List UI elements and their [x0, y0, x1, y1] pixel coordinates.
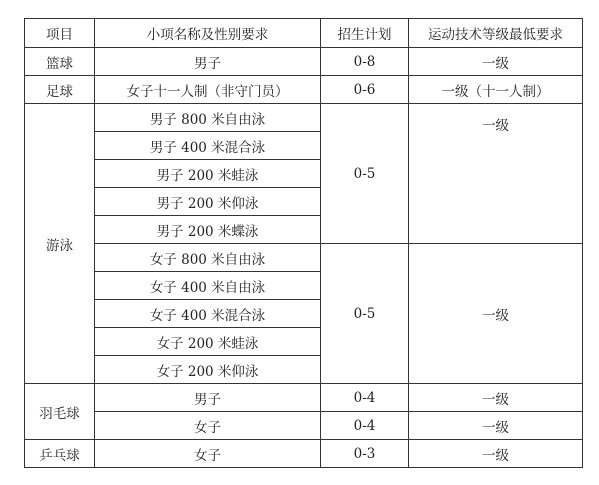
item-cell: 男子 200 米仰泳	[95, 188, 321, 216]
project-cell: 乒乓球	[25, 440, 95, 468]
table-row	[25, 412, 583, 440]
plan-cell: 0-4	[321, 412, 409, 440]
item-cell: 男子 200 米蝶泳	[95, 216, 321, 244]
project-cell: 游泳	[25, 104, 95, 384]
item-cell: 男子 200 米蛙泳	[95, 160, 321, 188]
item-cell: 女子 400 米混合泳	[95, 300, 321, 328]
plan-cell: 0-3	[321, 440, 409, 468]
header-plan: 招生计划	[321, 19, 409, 48]
item-cell: 女子	[95, 412, 321, 440]
level-cell: 一级	[409, 412, 583, 440]
level-cell: 一级（十一人制）	[409, 76, 583, 104]
header-item-gender: 小项名称及性别要求	[95, 19, 321, 48]
table-row	[25, 440, 583, 468]
level-cell: 一级	[409, 244, 583, 384]
item-cell: 女子十一人制（非守门员）	[95, 76, 321, 104]
item-cell: 女子 200 米仰泳	[95, 356, 321, 384]
level-cell: 一级	[409, 384, 583, 412]
plan-cell: 0-5	[321, 104, 409, 244]
plan-cell: 0-6	[321, 76, 409, 104]
project-cell: 足球	[25, 76, 95, 104]
table-row	[25, 244, 583, 272]
item-cell: 男子 400 米混合泳	[95, 132, 321, 160]
table-header-row	[25, 19, 583, 48]
item-cell: 女子 400 米自由泳	[95, 272, 321, 300]
item-cell: 男子 800 米自由泳	[95, 104, 321, 132]
item-cell: 女子 800 米自由泳	[95, 244, 321, 272]
header-project: 项目	[25, 19, 95, 48]
item-cell: 男子	[95, 48, 321, 76]
level-cell: 一级	[409, 104, 583, 244]
plan-cell: 0-4	[321, 384, 409, 412]
project-cell: 篮球	[25, 48, 95, 76]
table-row	[25, 76, 583, 104]
table-row	[25, 48, 583, 76]
recruitment-requirements-table	[24, 18, 583, 468]
level-cell: 一级	[409, 440, 583, 468]
item-cell: 女子	[95, 440, 321, 468]
table-row	[25, 104, 583, 132]
level-cell: 一级	[409, 48, 583, 76]
plan-cell: 0-8	[321, 48, 409, 76]
plan-cell: 0-5	[321, 244, 409, 384]
item-cell: 女子 200 米蛙泳	[95, 328, 321, 356]
header-level: 运动技术等级最低要求	[409, 19, 583, 48]
item-cell: 男子	[95, 384, 321, 412]
table-row	[25, 384, 583, 412]
project-cell: 羽毛球	[25, 384, 95, 440]
